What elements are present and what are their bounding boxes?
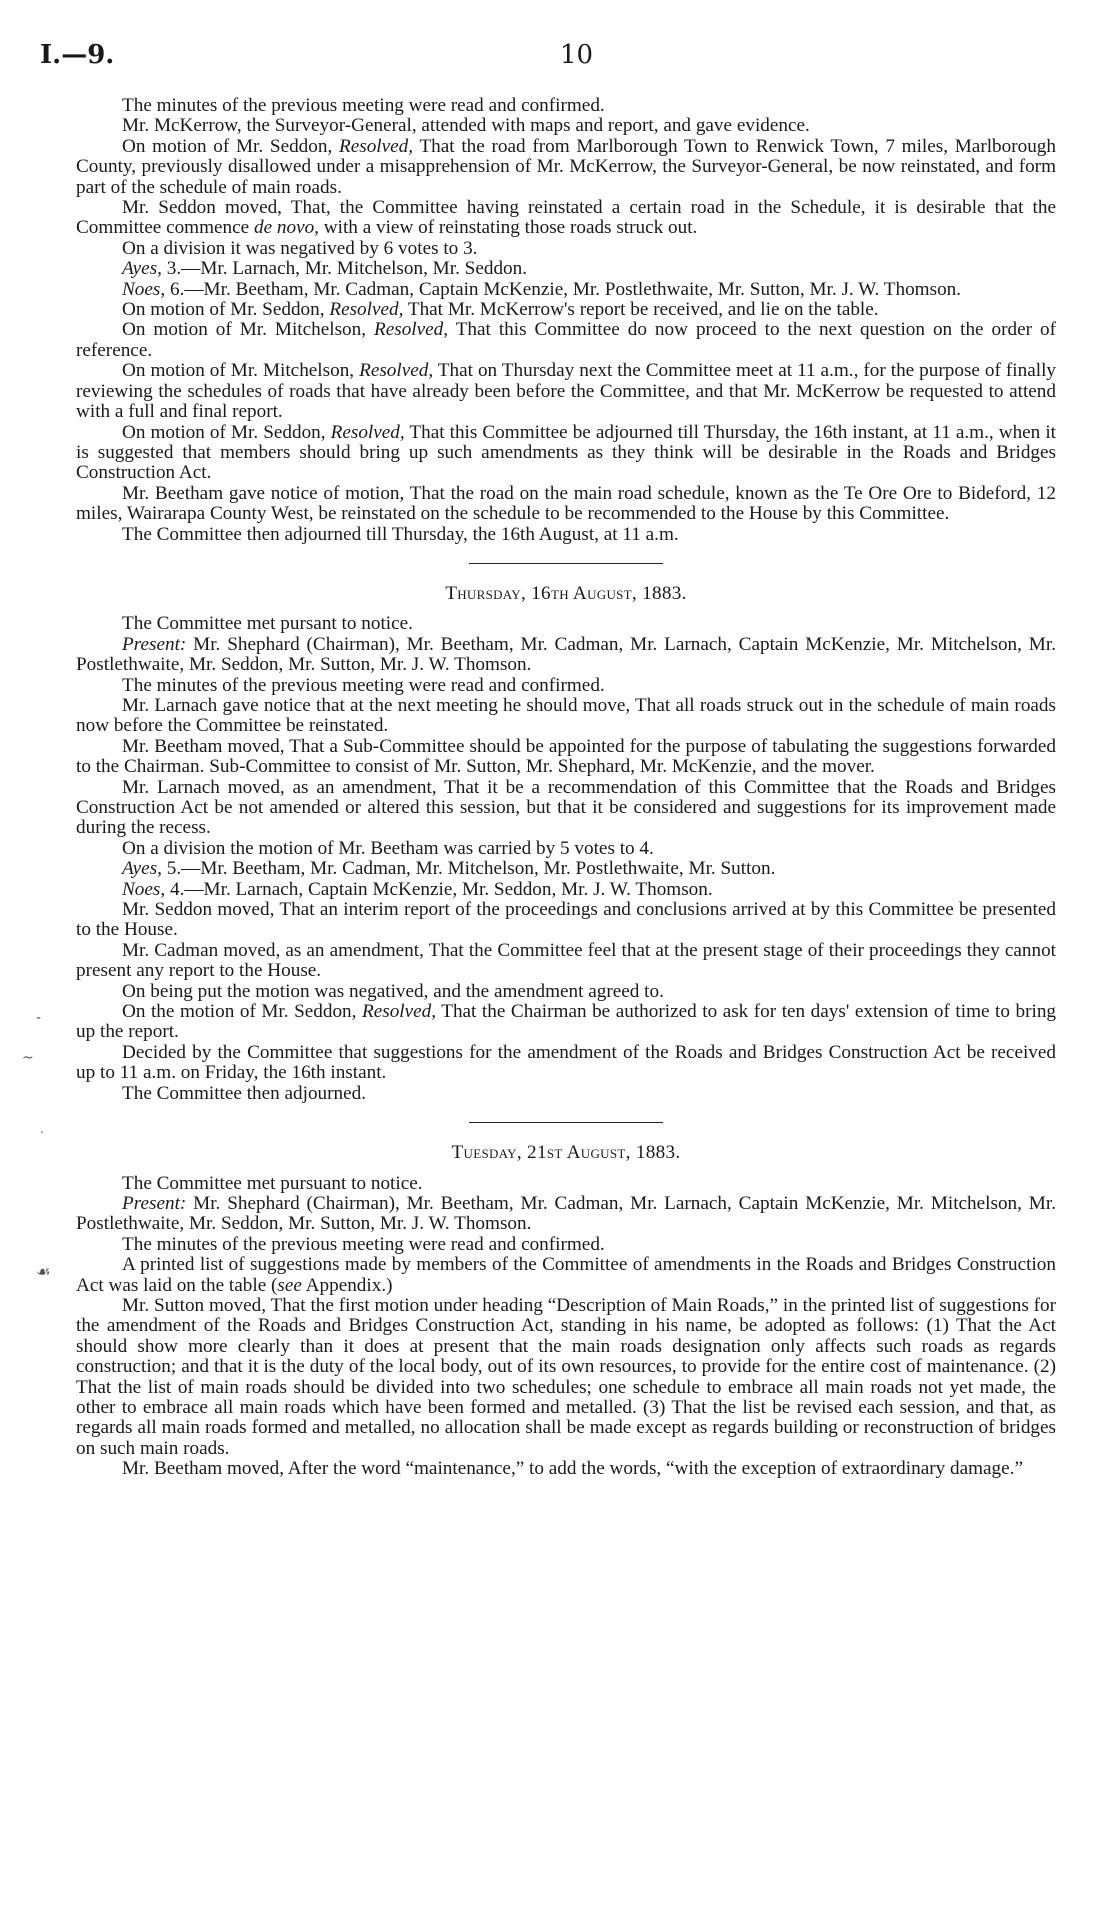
text-run: Mr. Shephard (Chairman), Mr. Beetham, Mr. Cadman, Mr. Larnach, Captain McKenzie, Mr. Mitchelson, Mr. Postlethwaite, Mr. Seddon, Mr. Sutton, Mr. J. W. Thomson. [76,633,1056,676]
italic-run: Resolved, [339,135,414,157]
italic-run: Present: [122,1192,187,1214]
italic-run: Noes, [122,278,166,300]
paragraph: On being put the motion was negatived, and the amendment agreed to. [122,980,664,1002]
text-run: That on Thursday next the Committee meet at 11 a.m., for the purpose of finally reviewing the schedules of roads that have already been before the Committee, and that Mr. McKerrow be requested to attend with a full and final report. [76,360,1056,423]
paragraph: Mr. Beetham moved, After the word “maintenance,” to add the words, “with the exception of extraordinary damage.” [122,1458,1023,1480]
text-run: That the Chairman be authorized to ask for ten days' extension of time to bring up the report. [76,1001,1057,1043]
section-heading: Tuesday, 21st August, 1883. [451,1142,681,1164]
paragraph: The minutes of the previous meeting were read and confirmed. [122,1233,605,1255]
paragraph [76,280,1056,300]
paragraph: The Committee met pursant to notice. [122,613,413,635]
text-run: 5.—Mr. Beetham, Mr. Cadman, Mr. Mitchelson, Mr. Postlethwaite, Mr. Sutton. [161,858,776,880]
paragraph: The Committee then adjourned till Thursday, the 16th August, at 11 a.m. [122,523,679,545]
italic-run: de novo, [253,217,319,239]
text-run: 6.—Mr. Beetham, Mr. Cadman, Captain McKenzie, Mr. Postlethwaite, Mr. Sutton, Mr. J. W. Thomson. [165,278,962,300]
text-run: Mr. Seddon moved, That, the Committee having reinstated a certain road in the Schedule, it is desirable that the Committee commence [76,197,1056,239]
paragraph: The Committee met pursuant to notice. [122,1172,423,1194]
paragraph [76,300,1056,320]
paragraph [76,423,1056,484]
text-run: That Mr. McKerrow's report be received, and lie on the table. [403,299,879,321]
text-run: On the motion of Mr. Seddon, [122,1001,362,1023]
paragraph: The minutes of the previous meeting were read and confirmed. [122,95,605,116]
text-run: That the road from Marlborough Town to Renwick Town, 7 miles, Marlborough County, previously disallowed under a misapprehension of Mr. McKerrow, the Surveyor-General, be now reinstated, and form part of the schedule of main roads. [76,135,1056,198]
italic-run: see [277,1274,302,1296]
text-run: On motion of Mr. Seddon, [122,135,339,157]
paragraph [76,137,1056,198]
section-divider [469,1122,663,1123]
paragraph [76,259,1056,279]
italic-run: Resolved, [374,319,449,341]
page-header [40,40,1074,80]
paragraph [76,859,1056,879]
italic-run: Ayes, [122,858,162,880]
text-run: with a view of reinstating those roads struck out. [318,217,698,239]
italic-run: Resolved, [330,421,405,443]
text-run: 4.—Mr. Larnach, Captain McKenzie, Mr. Seddon, Mr. J. W. Thomson. [165,878,713,900]
margin-mark-icon: ☙ [36,1262,51,1281]
text-run: Appendix.) [301,1274,393,1296]
section-heading: Thursday, 16th August, 1883. [445,582,687,604]
document-body [76,96,1056,1480]
text-run: Mr. Shephard (Chairman), Mr. Beetham, Mr. Cadman, Mr. Larnach, Captain McKenzie, Mr. Mitchelson, Mr. Postlethwaite, Mr. Seddon, Mr. Sutton, Mr. J. W. Thomson. [76,1192,1056,1235]
paragraph: The minutes of the previous meeting were read and confirmed. [122,674,605,696]
paragraph: Mr. Sutton moved, That the first motion under heading “Description of Main Roads,” in the printed list of suggestions for the amendment of the Roads and Bridges Construction Act, standing in his name, be adopted as follows: (1) That the Act should show more clearly than it does at present that the main roads designation only affects such roads as regards construction; and that it is the duty of the local body, out of its own resources, to provide for the entire cost of maintenance. (2) That the list of main roads should be divided into two schedules; one schedule to embrace all main roads not yet made, the other to embrace all main roads which have been formed and metalled. (3) That the list be revised each session, and that, as regards all main roads formed and metalled, no allocation shall be made except as regards building or reconstruction of bridges on such main roads. [76,1294,1056,1459]
text-run: On motion of Mr. Seddon, [122,421,331,443]
italic-run: Resolved, [361,1001,437,1023]
paragraph [76,635,1056,676]
margin-mark-icon: . [40,1122,44,1136]
paragraph: Mr. Seddon moved, That an interim report of the proceedings and conclusions arrived at by this Committee be presented to the House. [76,899,1056,941]
document-code: I.—9. [40,40,115,70]
margin-mark-icon: - [36,1010,42,1026]
paragraph: Mr. Larnach moved, as an amendment, That it be a recommendation of this Committee that the Roads and Bridges Construction Act be not amended or altered this session, but that it be considered and suggestions for its improvement made during the recess. [76,776,1056,839]
italic-run: Resolved, [359,360,434,382]
italic-run: Noes, [122,878,166,900]
paragraph [76,361,1056,422]
paragraph: On a division it was negatived by 6 votes to 3. [122,237,478,259]
margin-mark-icon: ~ [22,1050,34,1066]
text-run: On motion of Mr. Mitchelson, [122,319,374,341]
paragraph [76,320,1056,361]
paragraph [76,198,1056,239]
paragraph: Mr. Beetham moved, That a Sub-Committee should be appointed for the purpose of tabulating the suggestions forwarded to the Chairman. Sub-Committee to consist of Mr. Sutton, Mr. Shephard, Mr. McKenzie, and the mover. [76,735,1056,778]
paragraph [76,880,1056,900]
paragraph: Mr. Cadman moved, as an amendment, That the Committee feel that at the present stage of their proceedings they cannot present any report to the House. [76,939,1056,982]
paragraph: Decided by the Committee that suggestions for the amendment of the Roads and Bridges Construction Act be received up to 11 a.m. on Friday, the 16th instant. [76,1041,1056,1084]
italic-run: Resolved, [329,299,404,321]
section-divider [469,563,663,564]
paragraph: Mr. McKerrow, the Surveyor-General, attended with maps and report, and gave evidence. [122,115,810,137]
text-run: 3.—Mr. Larnach, Mr. Mitchelson, Mr. Seddon. [161,258,528,280]
paragraph: Mr. Larnach gave notice that at the next meeting he should move, That all roads struck out in the schedule of main roads now before the Committee be reinstated. [76,694,1056,737]
text-run: That this Committee be adjourned till Thursday, the 16th instant, at 11 a.m., when it is suggested that members should bring up such amendments as they think will be desirable in the Roads and Bridges Construction Act. [76,421,1056,484]
paragraph [76,1255,1056,1296]
text-run: On motion of Mr. Seddon, [122,299,330,321]
paragraph [76,1194,1056,1235]
text-run: That this Committee do now proceed to the next question on the order of reference. [76,319,1056,361]
italic-run: Ayes, [122,258,162,280]
paragraph: Mr. Beetham gave notice of motion, That the road on the main road schedule, known as the Te Ore Ore to Bideford, 12 miles, Wairarapa County West, be reinstated on the schedule to be recommended to the House by this Committee. [76,482,1056,525]
page-number: 10 [560,40,594,70]
paragraph [76,1002,1056,1043]
paragraph: The Committee then adjourned. [122,1082,367,1104]
paragraph: On a division the motion of Mr. Beetham was carried by 5 votes to 4. [122,837,654,859]
italic-run: Present: [122,633,187,655]
text-run: On motion of Mr. Mitchelson, [122,360,360,382]
text-run: A printed list of suggestions made by members of the Committee of amendments in the Roads and Bridges Construction Act was laid on the table ( [76,1254,1056,1296]
